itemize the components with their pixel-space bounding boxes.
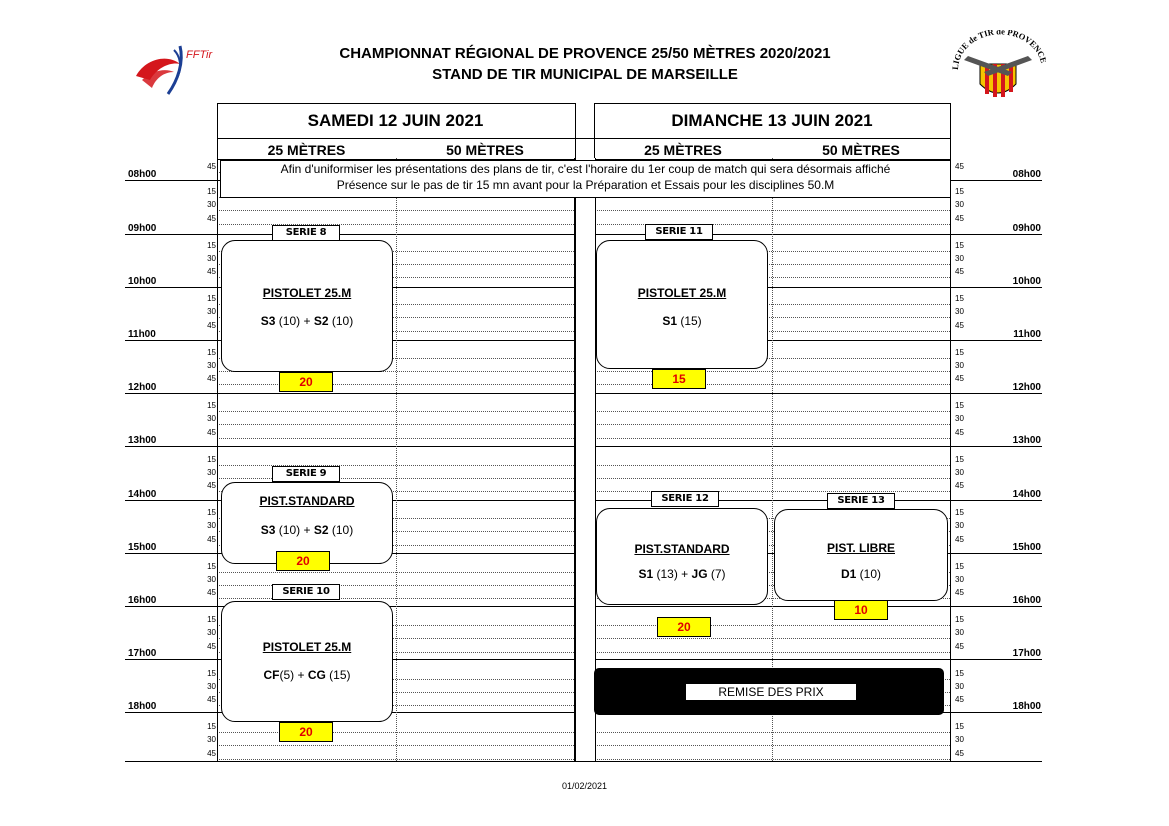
event-name: PIST.STANDARD: [259, 494, 355, 508]
event-name: PIST. LIBRE: [826, 541, 895, 555]
quarter-label: 45: [207, 428, 216, 437]
hour-label-right: 11h00: [1013, 329, 1041, 340]
day-separator: [575, 158, 596, 761]
col-saturday-25m: 25 MÈTRES: [267, 142, 346, 158]
count-serie-13: 10: [834, 600, 888, 620]
hour-label-right: 18h00: [1012, 701, 1041, 712]
event-name: PISTOLET 25.M: [262, 640, 352, 654]
quarter-label: 15: [207, 401, 216, 410]
hour-label-left: 14h00: [128, 489, 157, 500]
hour-label-left: 12h00: [128, 382, 157, 393]
count-serie-11: 15: [652, 369, 706, 389]
event-name: PISTOLET 25.M: [262, 286, 352, 300]
event-detail: S3 (10) + S2 (10): [260, 523, 354, 537]
quarter-label: 15: [955, 348, 964, 357]
quarter-label: 15: [207, 241, 216, 250]
quarter-label: 15: [207, 187, 216, 196]
quarter-label: 15: [955, 294, 964, 303]
event-serie-10: [221, 601, 393, 722]
quarter-label: 30: [207, 468, 216, 477]
quarter-label: 15: [955, 508, 964, 517]
hour-label-left: 18h00: [128, 701, 157, 712]
hour-label-left: 11h00: [128, 329, 156, 340]
hour-label-left: 15h00: [128, 542, 157, 553]
quarter-label: 45: [207, 321, 216, 330]
quarter-label: 15: [207, 508, 216, 517]
quarter-label: 45: [207, 695, 216, 704]
quarter-label: 45: [955, 588, 964, 597]
hour-label-right: 09h00: [1012, 223, 1041, 234]
count-serie-10: 20: [279, 722, 333, 742]
quarter-label: 30: [955, 200, 964, 209]
serie-label-13: SERIE 13: [827, 493, 895, 509]
event-detail: S1 (13) + JG (7): [638, 567, 726, 581]
quarter-label: 45: [955, 428, 964, 437]
column-line: [950, 158, 951, 761]
hour-label-right: 15h00: [1012, 542, 1041, 553]
hour-label-right: 10h00: [1012, 276, 1041, 287]
hour-label-right: 17h00: [1012, 648, 1041, 659]
quarter-label: 30: [207, 521, 216, 530]
serie-label-8: SERIE 8: [272, 225, 340, 241]
quarter-label: 15: [955, 722, 964, 731]
quarter-label: 30: [955, 414, 964, 423]
quarter-label: 30: [207, 254, 216, 263]
quarter-label: 45: [207, 374, 216, 383]
prize-ceremony-box: [594, 668, 944, 715]
quarter-label: 45: [955, 535, 964, 544]
quarter-label: 15: [955, 187, 964, 196]
quarter-label: 15: [207, 669, 216, 678]
quarter-label: 45: [955, 162, 964, 171]
hour-label-left: 08h00: [128, 169, 157, 180]
event-detail: S3 (10) + S2 (10): [260, 314, 354, 328]
quarter-label: 45: [207, 162, 216, 171]
quarter-label: 15: [207, 722, 216, 731]
quarter-label: 45: [955, 267, 964, 276]
serie-label-9: SERIE 9: [272, 466, 340, 482]
quarter-label: 30: [207, 735, 216, 744]
event-serie-13: [774, 509, 948, 601]
quarter-label: 45: [955, 695, 964, 704]
quarter-label: 30: [207, 575, 216, 584]
hour-label-right: 08h00: [1012, 169, 1041, 180]
count-serie-8: 20: [279, 372, 333, 392]
quarter-label: 45: [207, 481, 216, 490]
quarter-label: 45: [207, 535, 216, 544]
quarter-label: 30: [955, 361, 964, 370]
quarter-label: 45: [955, 374, 964, 383]
quarter-label: 45: [955, 749, 964, 758]
hour-label-right: 14h00: [1012, 489, 1041, 500]
quarter-label: 30: [207, 200, 216, 209]
quarter-label: 15: [955, 669, 964, 678]
ligue-provence-logo: [950, 30, 1046, 104]
quarter-label: 45: [207, 588, 216, 597]
event-detail: CF(5) + CG (15): [263, 668, 351, 682]
event-detail: S1 (15): [662, 314, 702, 328]
col-sunday-50m: 50 MÈTRES: [822, 142, 900, 158]
prize-ceremony-label: REMISE DES PRIX: [686, 684, 856, 700]
quarter-label: 45: [207, 267, 216, 276]
quarter-label: 45: [955, 214, 964, 223]
hour-label-right: 16h00: [1012, 595, 1041, 606]
count-serie-9: 20: [276, 551, 330, 571]
hour-label-left: 09h00: [128, 223, 157, 234]
event-serie-12: [596, 508, 768, 605]
quarter-label: 15: [955, 401, 964, 410]
notice-box: [220, 160, 951, 198]
quarter-label: 15: [207, 348, 216, 357]
quarter-label: 30: [955, 521, 964, 530]
quarter-label: 45: [955, 321, 964, 330]
hour-label-left: 17h00: [128, 648, 157, 659]
event-name: PIST.STANDARD: [634, 542, 730, 556]
event-serie-8: [221, 240, 393, 372]
quarter-label: 30: [955, 307, 964, 316]
quarter-label: 15: [207, 562, 216, 571]
page-subtitle: STAND DE TIR MUNICIPAL DE MARSEILLE: [432, 66, 738, 83]
hour-label-left: 16h00: [128, 595, 157, 606]
day-title-saturday: SAMEDI 12 JUIN 2021: [307, 111, 484, 130]
document-date: 01/02/2021: [561, 781, 608, 791]
quarter-label: 30: [955, 468, 964, 477]
quarter-label: 45: [207, 214, 216, 223]
grid-bottom-line: [125, 761, 1042, 762]
quarter-label: 45: [207, 642, 216, 651]
day-title-sunday: DIMANCHE 13 JUIN 2021: [671, 111, 873, 130]
quarter-label: 30: [955, 735, 964, 744]
serie-label-12: SERIE 12: [651, 491, 719, 507]
page-title: CHAMPIONNAT RÉGIONAL DE PROVENCE 25/50 MÈTRES 2020/2021: [339, 45, 831, 62]
quarter-label: 15: [955, 615, 964, 624]
quarter-label: 30: [955, 628, 964, 637]
hour-label-left: 10h00: [128, 276, 157, 287]
hour-label-right: 12h00: [1012, 382, 1041, 393]
column-line: [396, 158, 397, 761]
fftir-logo-text: FFTir: [186, 49, 213, 61]
event-name: PISTOLET 25.M: [637, 286, 727, 300]
col-saturday-50m: 50 MÈTRES: [446, 142, 524, 158]
quarter-label: 15: [955, 455, 964, 464]
serie-label-10: SERIE 10: [272, 584, 340, 600]
event-detail: D1 (10): [840, 567, 882, 581]
quarter-label: 30: [207, 682, 216, 691]
count-serie-12: 20: [657, 617, 711, 637]
quarter-label: 45: [955, 642, 964, 651]
col-sunday-25m: 25 MÈTRES: [644, 142, 722, 158]
ligue-logo-text: LIGUE de TIR de PROVENC: [950, 30, 1046, 71]
quarter-label: 45: [955, 481, 964, 490]
quarter-label: 15: [207, 294, 216, 303]
fftir-logo: [128, 36, 223, 98]
quarter-label: 30: [955, 254, 964, 263]
quarter-label: 15: [207, 615, 216, 624]
quarter-label: 30: [207, 307, 216, 316]
notice-line-1: Afin d'uniformiser les présentations des plans de tir, c'est l'horaire du 1er coup de match qui sera désormais affiché: [280, 162, 891, 176]
quarter-label: 30: [955, 575, 964, 584]
hour-label-right: 13h00: [1012, 435, 1041, 446]
quarter-label: 15: [955, 241, 964, 250]
quarter-label: 30: [207, 361, 216, 370]
notice-line-2: Présence sur le pas de tir 15 mn avant pour la Préparation et Essais pour les disciplines 50.M: [336, 178, 835, 192]
quarter-label: 45: [207, 749, 216, 758]
hour-label-left: 13h00: [128, 435, 157, 446]
column-line: [217, 158, 218, 761]
quarter-label: 15: [207, 455, 216, 464]
serie-label-11: SERIE 11: [645, 224, 713, 240]
quarter-label: 30: [207, 414, 216, 423]
event-serie-11: [596, 240, 768, 369]
quarter-label: 30: [207, 628, 216, 637]
quarter-label: 15: [955, 562, 964, 571]
quarter-label: 30: [955, 682, 964, 691]
